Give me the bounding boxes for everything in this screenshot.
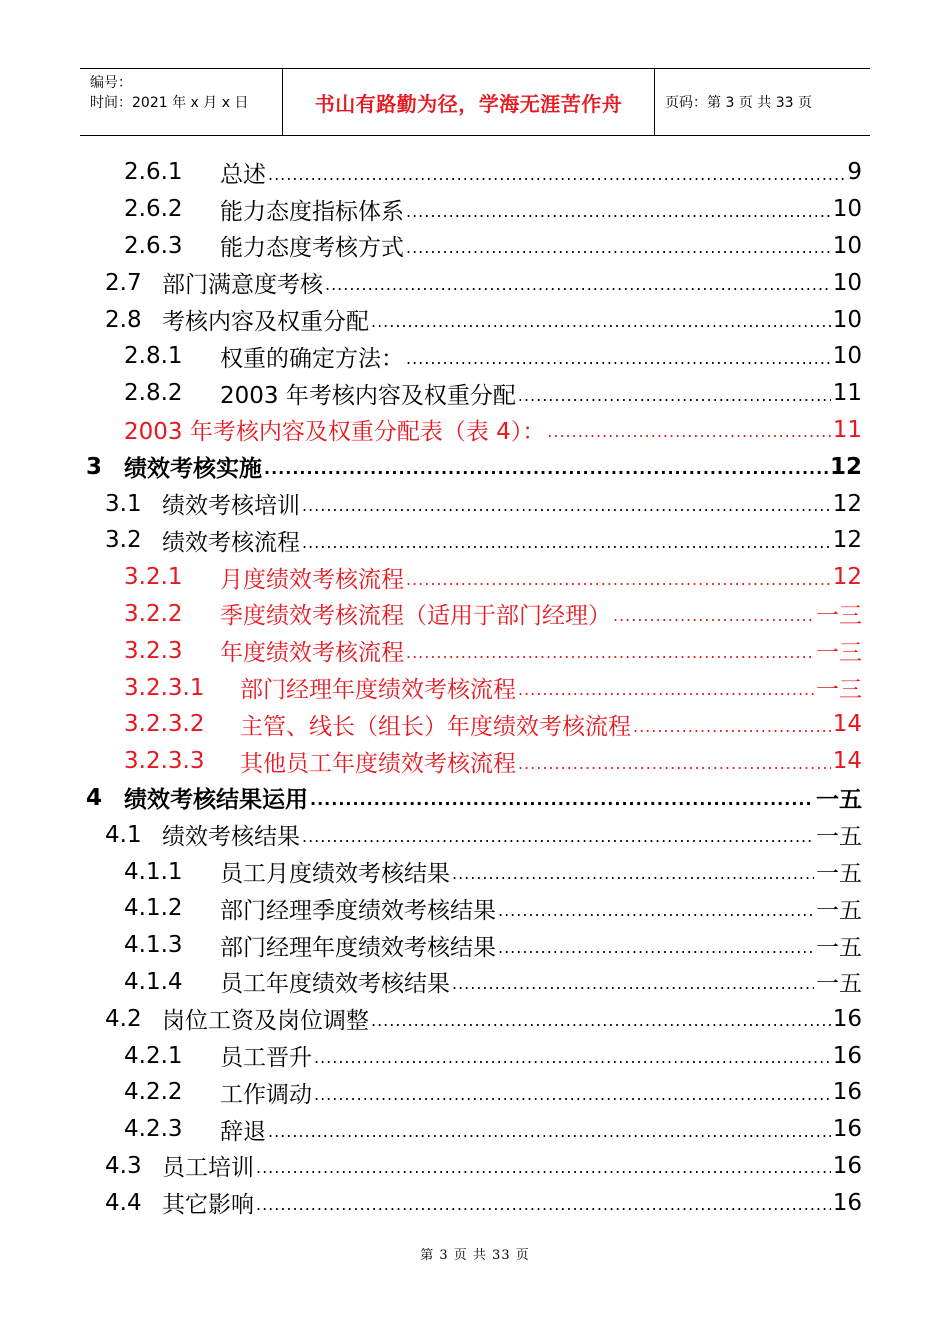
toc-entry-title: 绩效考核流程: [162, 529, 300, 556]
toc-entry-page: 10: [832, 232, 862, 259]
toc-dot-leader: [518, 756, 831, 772]
toc-dot-leader: [302, 498, 831, 514]
toc-entry-title: 绩效考核实施: [124, 456, 262, 483]
toc-entry-title: 年度绩效考核流程: [220, 640, 404, 667]
toc-dot-leader: [498, 903, 814, 919]
toc-entry-page: 10: [832, 306, 862, 333]
header-number-label: 编号：: [90, 75, 132, 91]
toc-entry[interactable]: [0, 522, 950, 559]
toc-entry-title: 能力态度指标体系: [220, 198, 404, 225]
toc-entry-page: 16: [832, 1042, 862, 1069]
toc-entry-title: 能力态度考核方式: [220, 235, 404, 262]
toc-entry[interactable]: [0, 191, 950, 228]
toc-entry-number: 4.2.3: [124, 1116, 183, 1143]
toc-entry[interactable]: [0, 706, 950, 743]
toc-entry-title: 工作调动: [220, 1081, 312, 1108]
toc-entry-number: 4.1.1: [124, 858, 183, 885]
toc-entry[interactable]: [0, 853, 950, 890]
toc-entry-number: 2.8.1: [124, 343, 183, 370]
toc-dot-leader: [406, 351, 831, 367]
toc-entry[interactable]: [0, 669, 950, 706]
toc-entry-number: 4.1: [105, 821, 142, 848]
toc-dot-leader: [613, 608, 814, 624]
toc-dot-leader: [406, 240, 831, 256]
toc-entry-page: 一五: [816, 861, 862, 888]
toc-entry-title: 员工晋升: [220, 1045, 312, 1072]
toc-entry[interactable]: [0, 890, 950, 927]
toc-dot-leader: [633, 719, 831, 735]
header-motto: 书山有路勤为径，学海无涯苦作舟: [283, 69, 655, 135]
toc-entry[interactable]: [0, 1037, 950, 1074]
toc-entry-number: 2.7: [105, 269, 142, 296]
toc-dot-leader: [302, 535, 831, 551]
toc-entry-title: 部门经理年度绩效考核结果: [220, 934, 496, 961]
header-meta-cell: [80, 69, 283, 135]
toc-entry-page: 一三: [816, 603, 862, 630]
toc-entry-number: 3.2: [105, 527, 142, 554]
toc-entry[interactable]: [0, 448, 950, 485]
page-header: [80, 68, 870, 136]
toc-dot-leader: [406, 204, 831, 220]
toc-entry-number: 3.2.3: [124, 637, 183, 664]
toc-dot-leader: [452, 866, 814, 882]
toc-entry-page: 10: [832, 343, 862, 370]
toc-entry[interactable]: [0, 743, 950, 780]
toc-entry-page: 一五: [816, 787, 862, 814]
toc-entry[interactable]: [0, 375, 950, 412]
toc-entry[interactable]: [0, 154, 950, 191]
toc-dot-leader: [371, 1013, 831, 1029]
toc-entry-number: 4.2.1: [124, 1042, 183, 1069]
toc-entry[interactable]: [0, 559, 950, 596]
toc-entry-title: 辞退: [220, 1118, 266, 1145]
toc-entry-number: 4.1.4: [124, 968, 183, 995]
toc-entry-number: 4: [86, 784, 103, 811]
toc-entry-number: 4.3: [105, 1152, 142, 1179]
toc-entry-page: 12: [832, 564, 862, 591]
toc-entry-page: 16: [832, 1152, 862, 1179]
toc-entry-number: 3.2.3.3: [124, 748, 205, 775]
toc-entry-number: 3.1: [105, 490, 142, 517]
toc-entry[interactable]: [0, 301, 950, 338]
toc-entry-page: 10: [832, 196, 862, 223]
toc-entry[interactable]: [0, 816, 950, 853]
toc-entry-title: 权重的确定方法：: [220, 345, 404, 372]
toc-entry-number: 4.2: [105, 1005, 142, 1032]
toc-entry-title: 月度绩效考核流程: [220, 566, 404, 593]
toc-entry-title: 员工培训: [162, 1155, 254, 1182]
toc-dot-leader: [325, 277, 831, 293]
toc-dot-leader: [518, 388, 831, 404]
toc-entry-page: 一五: [816, 897, 862, 924]
toc-entry-title: 主管、线长（组长）年度绩效考核流程: [240, 713, 631, 740]
toc-entry-number: 4.4: [105, 1189, 142, 1216]
toc-dot-leader: [268, 1124, 831, 1140]
toc-entry-number: 3.2.1: [124, 564, 183, 591]
toc-entry-number: 4.2.2: [124, 1079, 183, 1106]
toc-entry-number: 4.1.2: [124, 895, 183, 922]
toc-entry[interactable]: [0, 1111, 950, 1148]
toc-entry-title: 季度绩效考核流程（适用于部门经理）: [220, 603, 611, 630]
toc-entry[interactable]: [0, 485, 950, 522]
toc-entry-page: 一五: [816, 971, 862, 998]
toc-dot-leader: [547, 424, 830, 440]
header-page-info: 页码：第 3 页 共 33 页: [665, 95, 812, 111]
toc-dot-leader: [406, 572, 831, 588]
toc-entry-page: 16: [832, 1079, 862, 1106]
toc-entry-number: 3.2.2: [124, 600, 183, 627]
toc-entry-title: 总述: [220, 161, 266, 188]
toc-entry[interactable]: [0, 927, 950, 964]
toc-dot-leader: [314, 1050, 831, 1066]
table-of-contents: [0, 154, 950, 1221]
toc-entry[interactable]: [0, 338, 950, 375]
toc-dot-leader: [268, 167, 845, 183]
toc-entry-number: 2.6.1: [124, 159, 183, 186]
toc-dot-leader: [310, 792, 814, 808]
toc-dot-leader: [264, 461, 828, 477]
toc-entry-page: 12: [832, 490, 862, 517]
toc-entry-title: 2003 年考核内容及权重分配: [220, 382, 516, 409]
toc-dot-leader: [256, 1160, 831, 1176]
toc-entry-page: 16: [832, 1189, 862, 1216]
toc-entry-title: 员工月度绩效考核结果: [220, 861, 450, 888]
toc-entry-number: 3.2.3.1: [124, 674, 205, 701]
toc-entry[interactable]: [0, 632, 950, 669]
toc-entry-title: 其它影响: [162, 1192, 254, 1219]
toc-entry-number: 2.6.3: [124, 232, 183, 259]
toc-entry[interactable]: [0, 780, 950, 817]
toc-entry-title: 部门经理年度绩效考核流程: [240, 677, 516, 704]
toc-dot-leader: [256, 1197, 831, 1213]
toc-entry-title: 员工年度绩效考核结果: [220, 971, 450, 998]
toc-entry-page: 10: [832, 269, 862, 296]
toc-entry-title: 绩效考核结果运用: [124, 787, 308, 814]
toc-entry-number: 2.8: [105, 306, 142, 333]
toc-entry-page: 一五: [816, 934, 862, 961]
toc-dot-leader: [302, 829, 814, 845]
toc-dot-leader: [518, 682, 814, 698]
toc-dot-leader: [371, 314, 831, 330]
toc-entry-title: 部门经理季度绩效考核结果: [220, 897, 496, 924]
toc-entry-page: 一三: [816, 677, 862, 704]
toc-entry[interactable]: [0, 1000, 950, 1037]
page-footer: 第 3 页 共 33 页: [420, 1248, 530, 1263]
toc-entry-page: 12: [829, 453, 862, 480]
toc-entry-page: 16: [832, 1005, 862, 1032]
toc-entry-page: 11: [832, 416, 862, 443]
toc-entry[interactable]: [0, 228, 950, 265]
toc-entry-number: 3.2.3.2: [124, 711, 205, 738]
toc-entry-page: 12: [832, 527, 862, 554]
toc-entry-title: 部门满意度考核: [162, 272, 323, 299]
toc-entry-page: 11: [832, 380, 862, 407]
toc-entry-page: 9: [847, 159, 862, 186]
toc-entry[interactable]: [0, 264, 950, 301]
toc-entry-number: 2.8.2: [124, 380, 183, 407]
toc-entry[interactable]: [0, 596, 950, 633]
toc-entry[interactable]: [0, 964, 950, 1001]
toc-entry[interactable]: [0, 1074, 950, 1111]
toc-entry-number: 4.1.3: [124, 932, 183, 959]
toc-entry-page: 一五: [816, 824, 862, 851]
toc-entry-page: 16: [832, 1116, 862, 1143]
toc-dot-leader: [498, 940, 814, 956]
toc-dot-leader: [406, 645, 814, 661]
toc-entry-number: 3: [86, 453, 103, 480]
toc-dot-leader: [314, 1087, 831, 1103]
toc-entry-title: 岗位工资及岗位调整: [162, 1008, 369, 1035]
toc-entry-title: 2003 年考核内容及权重分配表（表 4）：: [124, 419, 546, 446]
toc-entry-title: 其他员工年度绩效考核流程: [240, 750, 516, 777]
toc-dot-leader: [452, 976, 814, 992]
toc-entry[interactable]: [0, 412, 950, 449]
toc-entry-page: 一三: [816, 640, 862, 667]
toc-entry-page: 14: [832, 748, 862, 775]
toc-entry[interactable]: [0, 1148, 950, 1185]
toc-entry-title: 绩效考核结果: [162, 824, 300, 851]
toc-entry-page: 14: [832, 711, 862, 738]
toc-entry-number: 2.6.2: [124, 196, 183, 223]
toc-entry[interactable]: [0, 1184, 950, 1221]
header-date-label: 时间：2021 年 x 月 x 日: [90, 95, 249, 111]
toc-entry-title: 绩效考核培训: [162, 493, 300, 520]
toc-entry-title: 考核内容及权重分配: [162, 309, 369, 336]
